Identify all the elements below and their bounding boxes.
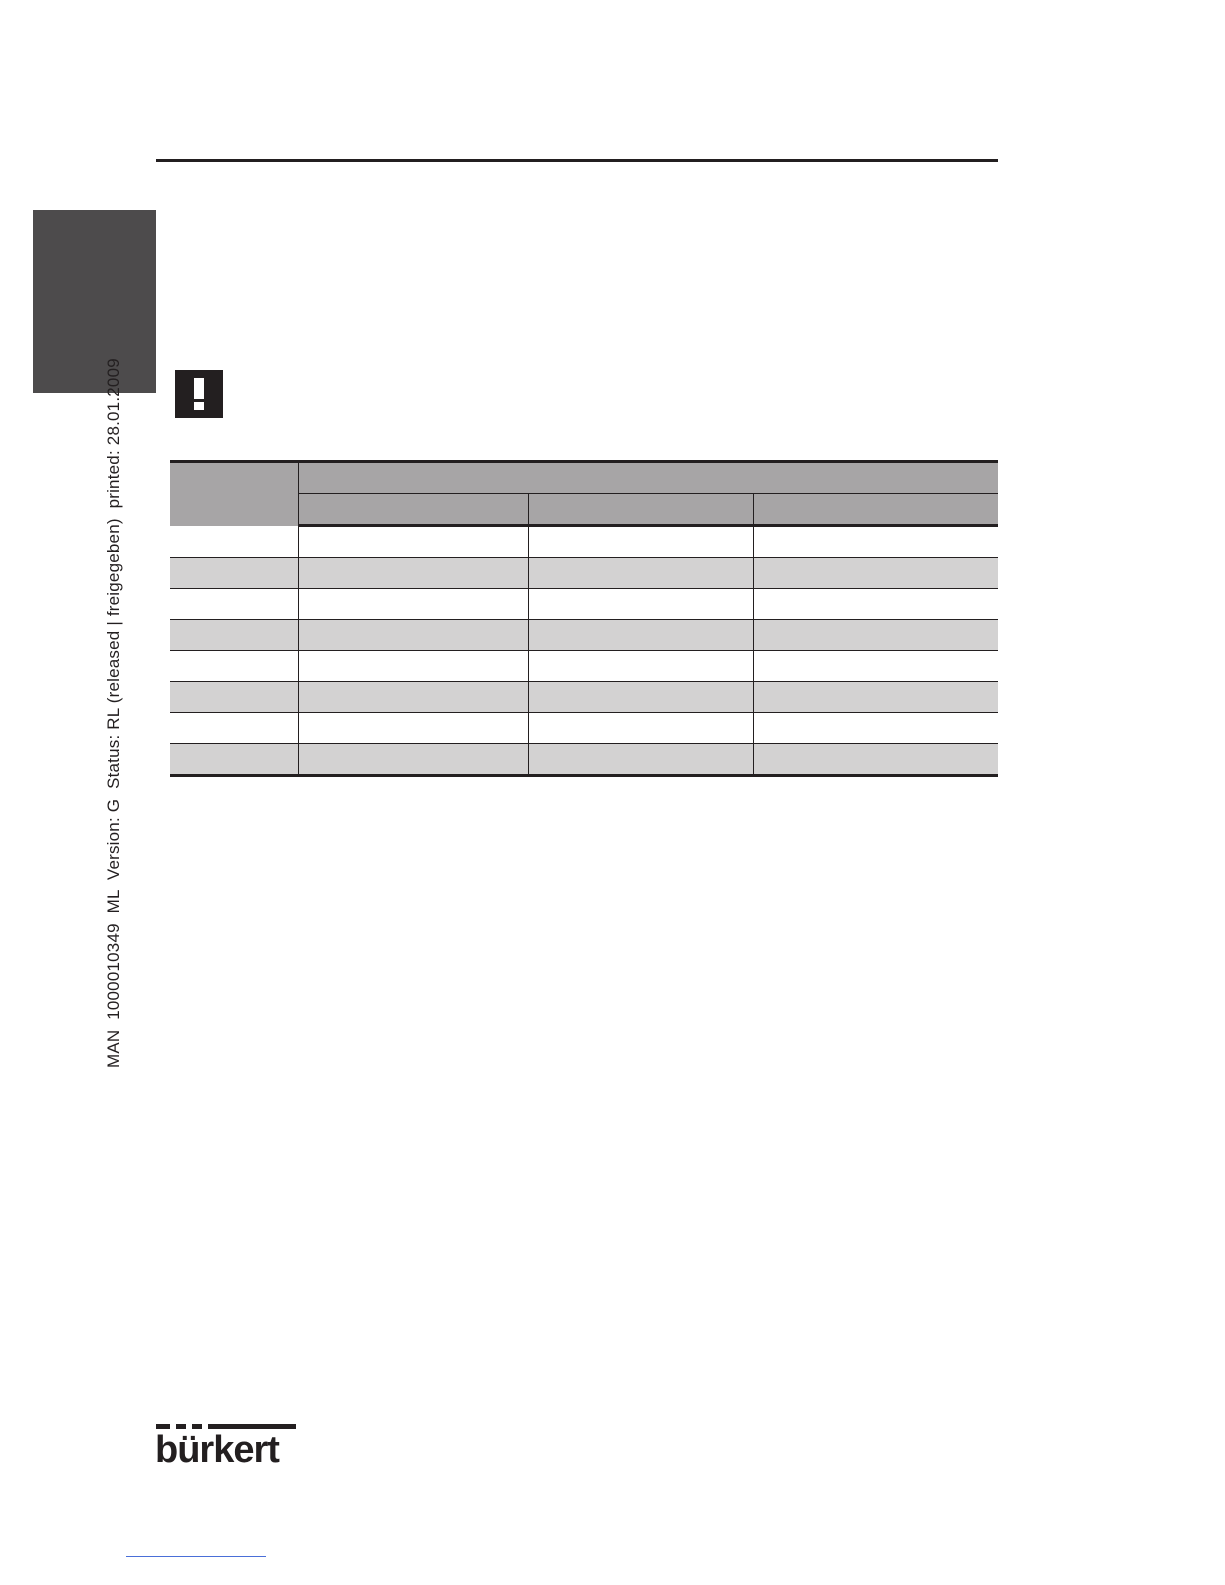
table-cell — [170, 651, 298, 682]
table-cell — [528, 713, 753, 744]
table-row — [170, 651, 998, 682]
table-row — [170, 682, 998, 713]
table-cell — [528, 682, 753, 713]
table-cell — [753, 589, 998, 620]
table-cell — [753, 713, 998, 744]
table-cell — [298, 620, 528, 651]
table-cell — [753, 682, 998, 713]
table-cell — [298, 558, 528, 589]
table-cell — [298, 651, 528, 682]
table-cell — [528, 589, 753, 620]
table-cell — [298, 526, 528, 558]
table-cell — [298, 744, 528, 776]
table-cell — [753, 651, 998, 682]
table-row — [170, 744, 998, 776]
table-header-row — [170, 462, 998, 494]
table-header-cell — [170, 462, 298, 526]
table-cell — [298, 589, 528, 620]
table-cell — [528, 558, 753, 589]
table-cell — [528, 744, 753, 776]
data-table — [170, 460, 998, 777]
warning-icon — [175, 370, 223, 418]
table-cell — [528, 526, 753, 558]
table-cell — [170, 620, 298, 651]
table-cell — [170, 589, 298, 620]
table-row — [170, 713, 998, 744]
table-cell — [170, 526, 298, 558]
table-subheader-cell — [528, 494, 753, 526]
table-subheader-cell — [298, 494, 528, 526]
header-rule — [156, 159, 998, 162]
table-row — [170, 526, 998, 558]
table-cell — [170, 558, 298, 589]
table-cell — [528, 651, 753, 682]
table-cell — [298, 682, 528, 713]
table-cell — [753, 526, 998, 558]
chapter-tab — [33, 210, 156, 393]
table-subheader-cell — [753, 494, 998, 526]
table-row — [170, 620, 998, 651]
logo-wordmark: bürkert — [155, 1429, 279, 1471]
table-cell — [753, 558, 998, 589]
table-cell — [753, 744, 998, 776]
table-row — [170, 589, 998, 620]
table-header-group — [298, 462, 998, 494]
table-cell — [170, 713, 298, 744]
table-row — [170, 558, 998, 589]
table-cell — [170, 744, 298, 776]
table-cell — [298, 713, 528, 744]
table-cell — [753, 620, 998, 651]
footer-link-line — [126, 1556, 266, 1557]
burkert-logo — [155, 1424, 298, 1471]
table-cell — [528, 620, 753, 651]
print-stamp: MAN 1000010349 ML Version: G Status: RL (released | freigegeben) printed: 28.01.2009 — [104, 358, 123, 1068]
table-cell — [170, 682, 298, 713]
